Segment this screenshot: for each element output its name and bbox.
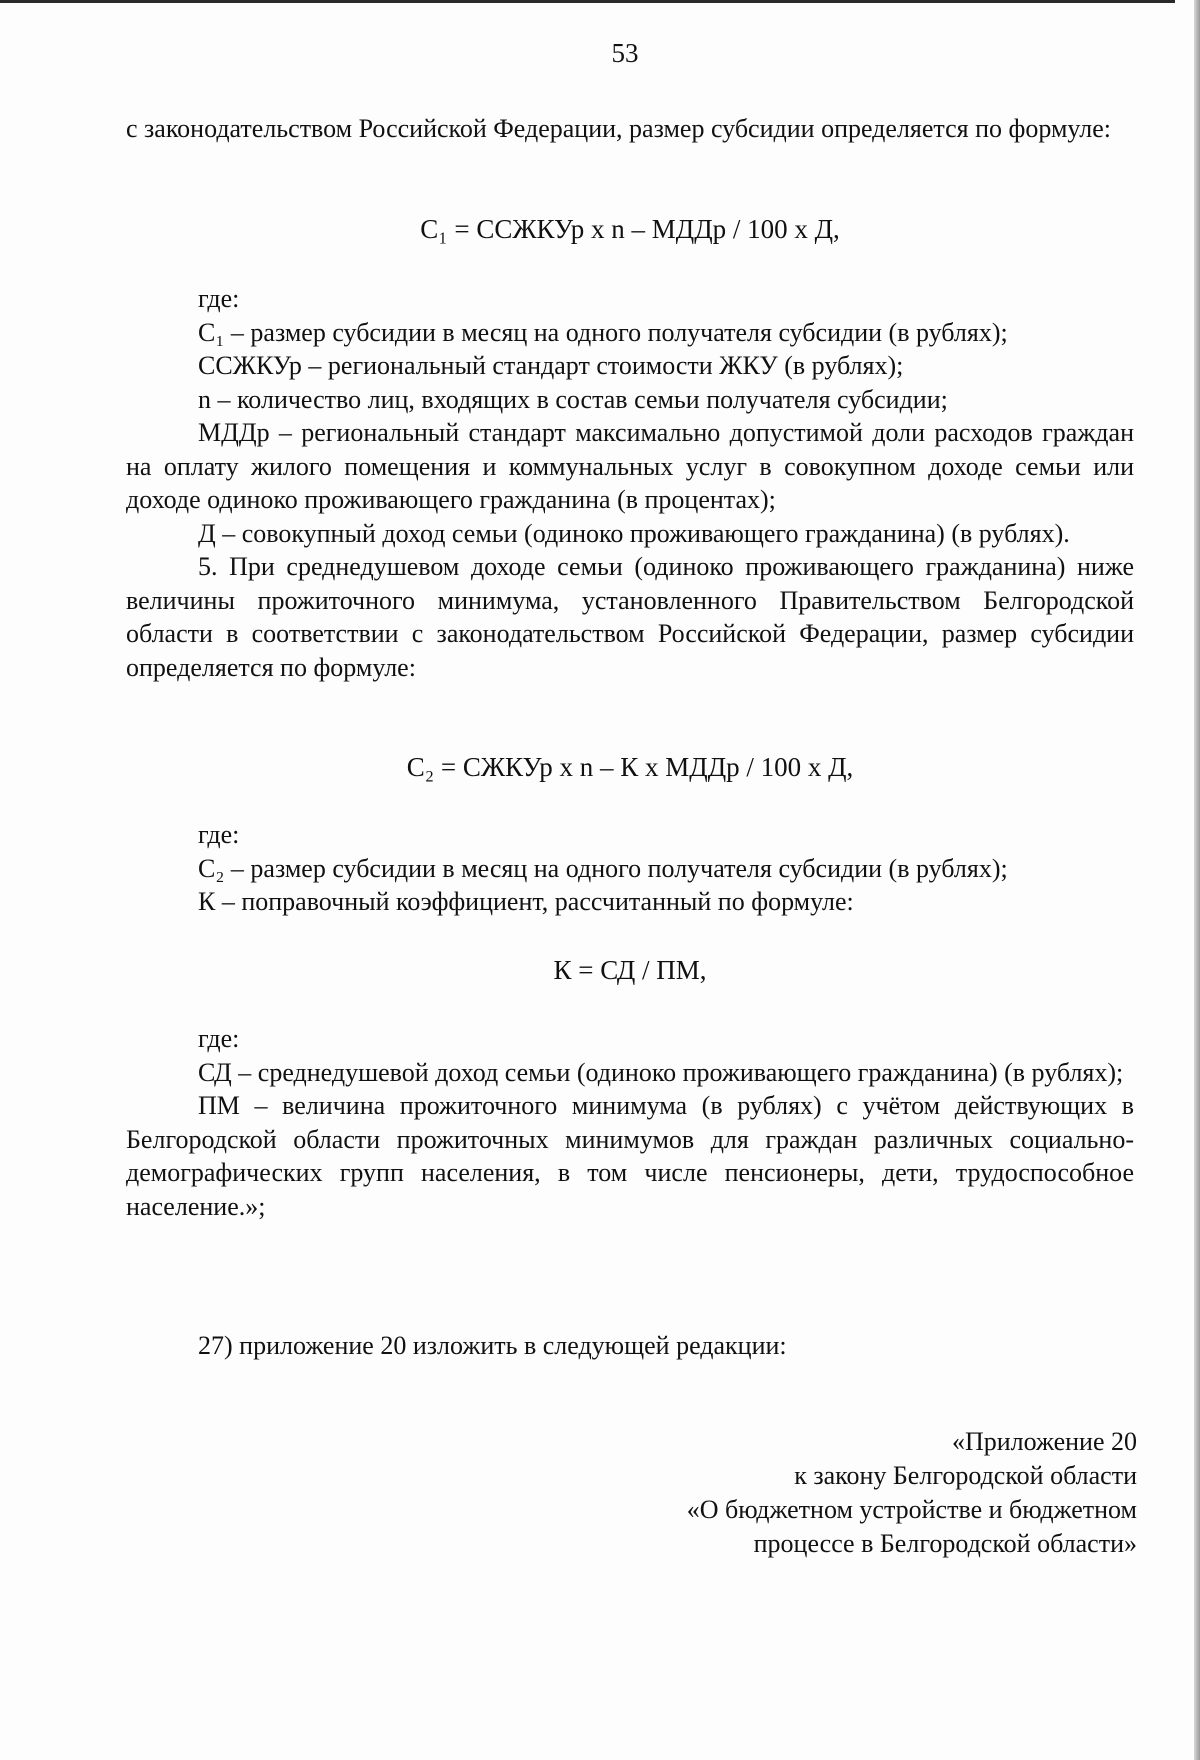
definitions-block-1 xyxy=(126,282,1134,684)
page-number: 53 xyxy=(611,38,639,68)
appendix-line-3: «О бюджетном устройстве и бюджетном xyxy=(686,1495,1137,1524)
where-label-2: где: xyxy=(198,820,240,849)
definition-k: К – поправочный коэффициент, рассчитанный по формуле: xyxy=(198,887,854,916)
definitions-block-2 xyxy=(126,818,1134,919)
appendix-line-2: к закону Белгородской области xyxy=(794,1461,1137,1490)
definition-n: n – количество лиц, входящих в состав семьи получателя субсидии; xyxy=(198,384,948,414)
item-27-paragraph: 27) приложение 20 изложить в следующей редакции: xyxy=(198,1331,787,1360)
definition-c2: С₂ – размер субсидии в месяц на одного получателя субсидии (в рублях); xyxy=(198,853,1008,883)
where-label-3: где: xyxy=(198,1024,240,1053)
intro-block xyxy=(126,112,1134,146)
definition-sd: СД – среднедушевой доход семьи (одиноко проживающего гражданина) (в рублях); xyxy=(198,1057,1124,1087)
item-27-block xyxy=(126,1329,1134,1363)
appendix-line-4: процессе в Белгородской области» xyxy=(753,1529,1137,1558)
definition-mddr: МДДр – региональный стандарт максимально допустимой доли расходов граждан на оплату жилого помещения и коммунальных услуг в совокупном доходе семьи или доходе одиноко проживающего гражданина (в процентах); xyxy=(126,418,1134,514)
definition-pm: ПМ – величина прожиточного минимума (в рублях) с учётом действующих в Белгородской области прожиточных минимумов для граждан различных социально-демографических групп населения, в том числе пенсионеры, дети, трудоспособное население.»; xyxy=(126,1091,1134,1221)
scan-top-edge xyxy=(0,0,1175,3)
where-label-1: где: xyxy=(198,284,240,313)
definition-sszhkur: ССЖКУр – региональный стандарт стоимости ЖКУ (в рублях); xyxy=(198,351,904,380)
appendix-line-1: «Приложение 20 xyxy=(951,1427,1137,1456)
formula-k: К = СД / ПМ, xyxy=(553,955,707,985)
formula-c2: С₂ = СЖКУр х n – К х МДДр / 100 х Д, xyxy=(406,752,854,782)
intro-paragraph: с законодательством Российской Федерации, размер субсидии определяется по формуле: xyxy=(126,114,1112,143)
formula-c1: С₁ = ССЖКУр х n – МДДр / 100 х Д, xyxy=(420,214,840,244)
definition-c1: С₁ – размер субсидии в месяц на одного получателя субсидии (в рублях); xyxy=(198,317,1008,347)
item-5-paragraph: 5. При среднедушевом доходе семьи (одиноко проживающего гражданина) ниже величины прожиточного минимума, установленного Правительством Белгородской области в соответствии с законодательством Российской Федерации, размер субсидии определяется по формуле: xyxy=(126,552,1134,682)
definitions-block-3 xyxy=(126,1022,1134,1223)
definition-d: Д – совокупный доход семьи (одиноко проживающего гражданина) (в рублях). xyxy=(198,518,1070,548)
scan-right-edge xyxy=(1194,0,1200,1760)
appendix-heading xyxy=(687,1425,1137,1561)
